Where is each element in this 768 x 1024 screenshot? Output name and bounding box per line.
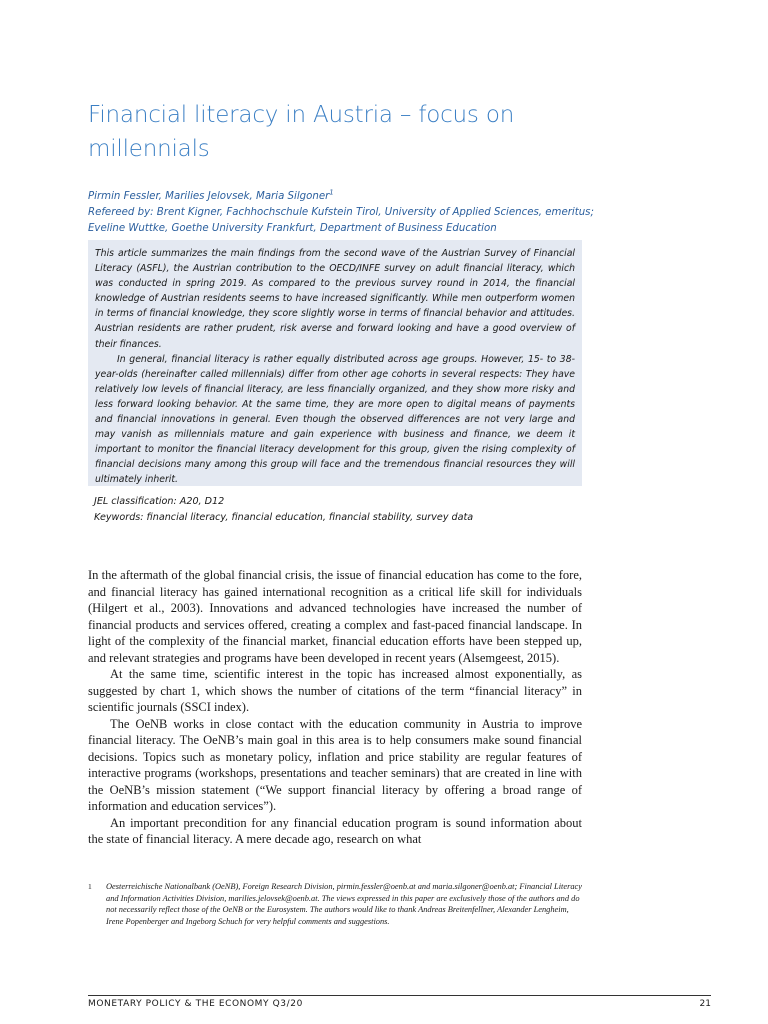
authors: Pirmin Fessler, Marilies Jelovsek, Maria Silgoner bbox=[88, 191, 330, 202]
author-footnote-mark: 1 bbox=[329, 188, 334, 197]
refereed-by-line-2: Eveline Wuttke, Goethe University Frankfurt, Department of Business Education bbox=[88, 223, 497, 234]
body-paragraph-1: In the aftermath of the global financial crisis, the issue of financial education has come to the fore, and financial literacy has gained international recognition as a critical life skill for individuals (Hilgert et al., 2003). Innovations and advanced technologies have increased the number of financial products and services offered, creating a complex and fast-paced financial landscape. In light of the complexity of the financial market, financial education efforts have been stepped up, and relevant strategies and programs have been developed in recent years (Alsemgeest, 2015). bbox=[88, 568, 582, 665]
footnote-text: Oesterreichische Nationalbank (OeNB), Foreign Research Division, pirmin.fessler@oenb.at and maria.silgoner@oenb.at; Financial Literacy and Information Activities Division, marilies.jelovsek@oenb.at. The views expressed in this paper are exclusively those of the authors and do not necessarily reflect those of the OeNB or the Eurosystem. The authors would like to thank Andreas Breitenfellner, Alexander Lengheim, Irene Popenberger and Ingeborg Schuch for very helpful comments and suggestions. bbox=[106, 882, 582, 926]
abstract-paragraph-2: In general, financial literacy is rather equally distributed across age groups. However, 15- to 38-year-olds (hereinafter called millennials) differ from other age cohorts in several respects: They have relatively low levels of financial literacy, are less financially organized, and they show more risky and less forward looking behavior. At the same time, they are more open to digital means of payments and financial innovations in general. Even though the observed differences are not very large and may vanish as millennials mature and gain experience with business and finance, we deem it important to monitor the financial literacy development for this group, given the rising complexity of financial decisions many among this group will face and the tremendous financial resources they will ultimately inherit. bbox=[95, 353, 575, 486]
article-title: Financial literacy in Austria – focus on millennials bbox=[88, 102, 515, 162]
abstract-box bbox=[88, 240, 582, 486]
footnote bbox=[88, 881, 582, 927]
authors-line bbox=[88, 189, 583, 205]
body-text bbox=[88, 567, 582, 848]
body-paragraph-3: The OeNB works in close contact with the education community in Austria to improve financial literacy. The OeNB’s main goal in this area is to help consumers make sound financial decisions. Topics such as monetary policy, inflation and price stability are regular features of interactive programs (workshops, presentations and teacher seminars) that are created in line with the OeNB’s mission statement (“We support financial literacy by offering a broad range of information and education services”). bbox=[88, 716, 582, 813]
page-number: 21 bbox=[699, 999, 711, 1009]
abstract-paragraph-1: This article summarizes the main findings from the second wave of the Austrian Survey of Financial Literacy (ASFL), the Austrian contribution to the OECD/INFE survey on adult financial literacy, which was conducted in spring 2019. As compared to the previous survey round in 2014, the financial knowledge of Austrian residents seems to have increased significantly. While men outperform women in terms of financial knowledge, they score slightly worse in terms of financial behavior and attitudes. Austrian residents are rather prudent, risk averse and forward looking and have a good overview of their finances. bbox=[95, 248, 575, 350]
footnote-mark: 1 bbox=[88, 882, 92, 891]
article-metadata bbox=[94, 494, 584, 525]
refereed-by-line-1: Refereed by: Brent Kigner, Fachhochschule Kufstein Tirol, University of Applied Sciences, emeritus; bbox=[88, 207, 594, 218]
body-paragraph-2: At the same time, scientific interest in the topic has increased almost exponentially, as suggested by chart 1, which shows the number of citations of the term “financial literacy” in scientific journals (SSCI index). bbox=[88, 667, 582, 714]
footer-divider bbox=[88, 995, 711, 996]
keywords: Keywords: financial literacy, financial education, financial stability, survey data bbox=[94, 511, 474, 523]
byline bbox=[88, 188, 594, 237]
body-paragraph-4: An important precondition for any financial education program is sound information about the state of financial literacy. A mere decade ago, research on what bbox=[88, 815, 582, 846]
journal-name: MONETARY POLICY & THE ECONOMY Q3/20 bbox=[88, 999, 303, 1009]
jel-classification: JEL classification: A20, D12 bbox=[94, 496, 225, 507]
